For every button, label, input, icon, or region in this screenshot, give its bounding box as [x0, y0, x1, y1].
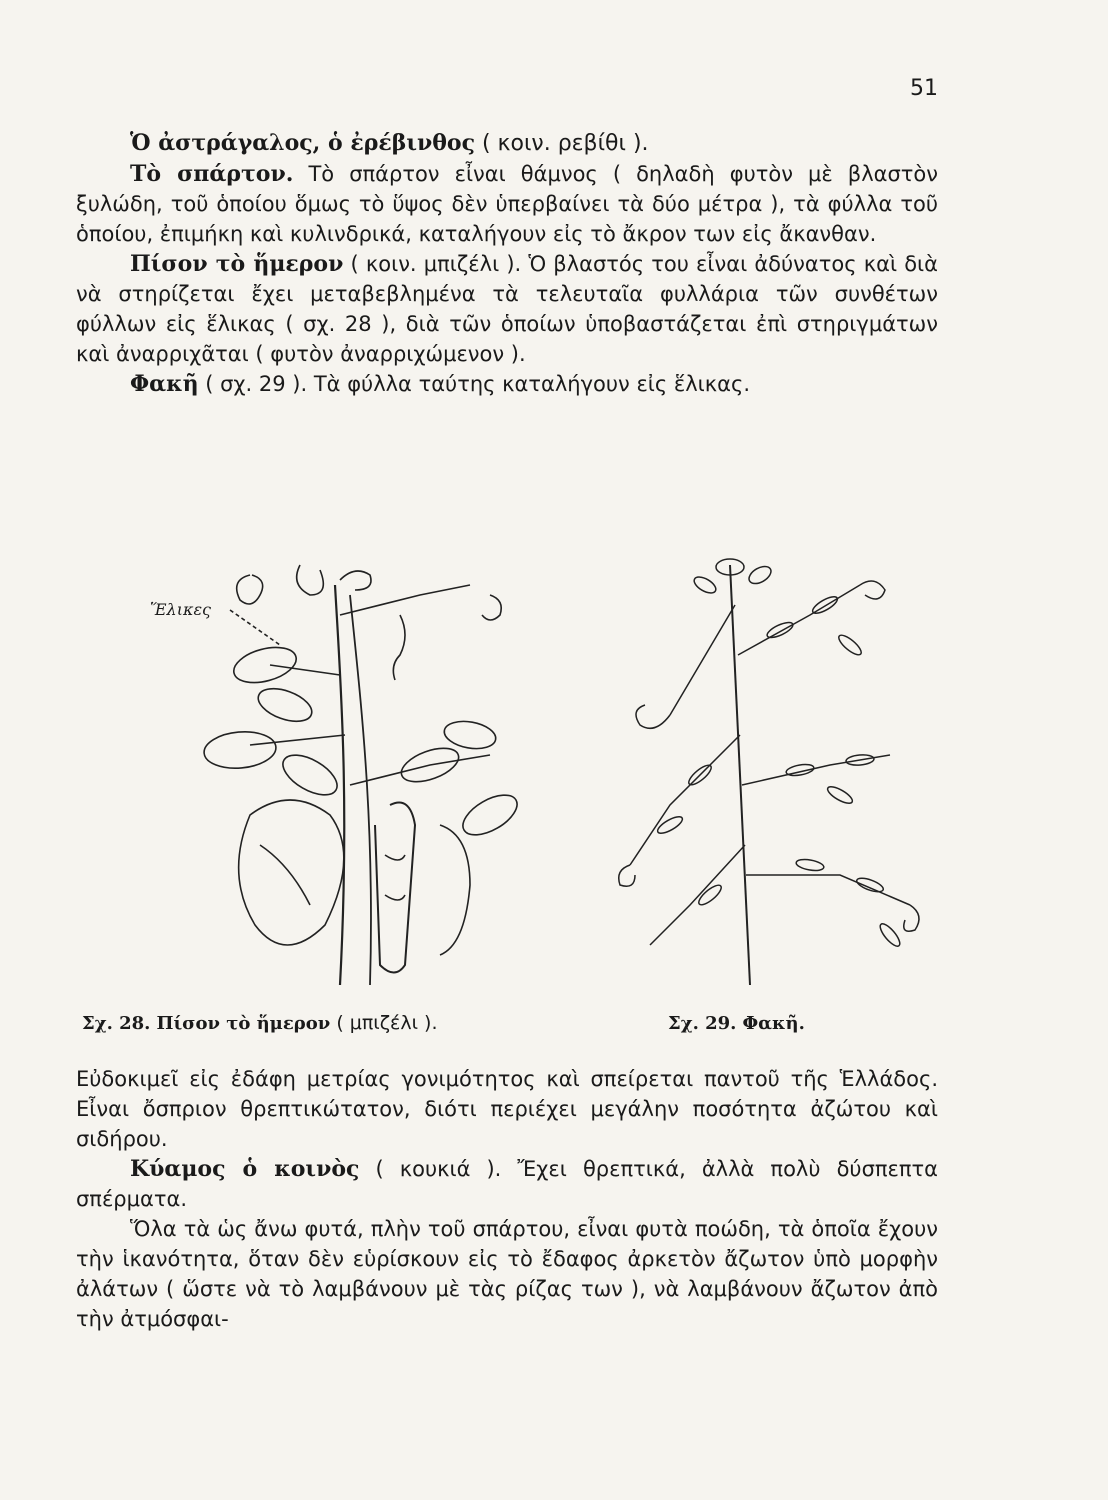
paragraph-vicia [76, 1154, 938, 1214]
handwritten-tendrils-label: Ἕλικες [150, 600, 212, 619]
text-lens: ( σχ. 29 ). Τὰ φύλλα ταύτης καταλήγουν εἰς ἕλικας. [198, 372, 751, 396]
text-spartos: Τὸ σπάρτον εἶναι θάμνος ( δηλαδὴ φυτὸν μὲ βλαστὸν ξυλώδη, τοῦ ὁποίου ὅμως τὸ ὕψος δὲν ὑπερβαίνει τὰ δύο μέτρα ), τὰ φύλλα τοῦ ὁποίου, ἐπιμήκη καὶ κυλινδρικά, καταλήγουν εἰς τὸ ἄκρον των εἰς ἄκανθαν. [76, 162, 938, 246]
paragraph-lens [76, 369, 938, 399]
paragraph-pisum [76, 249, 938, 369]
text-astragalos: ( κοιν. ρεβίθι ). [474, 131, 649, 156]
figure-29-number: Σχ. 29. [668, 1013, 737, 1034]
text-vicia: ( κουκιά ). Ἔχει θρεπτικά, ἀλλὰ πολὺ δύσπεπτα σπέρματα. [76, 1157, 938, 1211]
paragraph-nitrogen: Ὅλα τὰ ὡς ἄνω φυτά, πλὴν τοῦ σπάρτου, εἶναι φυτὰ ποώδη, τὰ ὁποῖα ἔχουν τὴν ἱκανότητα, ὅταν δὲν εὑρίσκουν εἰς τὸ ἔδαφος ἀρκετὸν ἄζωτον ὑπὸ μορφὴν ἀλάτων ( ὥστε νὰ τὸ λαμβάνουν μὲ τὰς ρίζας των ), νὰ λαμβάνουν ἄζωτον ἀπὸ τὴν ἀτμόσφαι- [76, 1217, 938, 1331]
figure-29-caption [668, 1012, 805, 1034]
paragraph-lens-cultivation: Εὐδοκιμεῖ εἰς ἐδάφη μετρίας γονιμότητος καὶ σπείρεται παντοῦ τῆς Ἑλλάδος. Εἶναι ὄσπριον θρεπτικώτατον, διότι περιέχει μεγάλην ποσότητα ἀζώτου καὶ σιδήρου. [76, 1067, 938, 1151]
page-number: 51 [910, 76, 938, 101]
lentil-plant-illustration [610, 545, 940, 1000]
figure-28-caption [82, 1012, 438, 1034]
figure-28-title: Πίσον τὸ ἥμερον [156, 1013, 331, 1034]
figure-28-number: Σχ. 28. [82, 1013, 151, 1034]
term-spartos: Τὸ σπάρτον. [130, 161, 294, 187]
figure-28-common-name: ( μπιζέλι ). [336, 1012, 438, 1034]
pea-plant-illustration [190, 555, 550, 1000]
paragraph-astragalos [76, 128, 938, 159]
figure-29-title: Φακῆ. [742, 1013, 805, 1034]
paragraph-spartos [76, 159, 938, 249]
term-astragalos: Ὁ ἀστράγαλος, ὁ ἐρέβινθος [130, 130, 475, 156]
upper-text-block [76, 128, 938, 399]
term-lens: Φακῆ [130, 371, 199, 397]
term-vicia: Κύαμος ὁ κοινὸς [130, 1156, 360, 1182]
lower-text-block [76, 1064, 938, 1334]
text-pisum: ( κοιν. μπιζέλι ). Ὁ βλαστός του εἶναι ἀδύνατος καὶ διὰ νὰ στηρίζεται ἔχει μεταβεβλημένα τὰ τελευταῖα φυλλάρια τῶν συνθέτων φύλλων εἰς ἕλικας ( σχ. 28 ), διὰ τῶν ὁποίων ὑποβαστάζεται ἐπὶ στηριγμάτων καὶ ἀναρριχᾶται ( φυτὸν ἀναρριχώμενον ). [76, 252, 938, 366]
figure-illustrations [80, 540, 940, 1010]
term-pisum: Πίσον τὸ ἥμερον [130, 251, 344, 277]
